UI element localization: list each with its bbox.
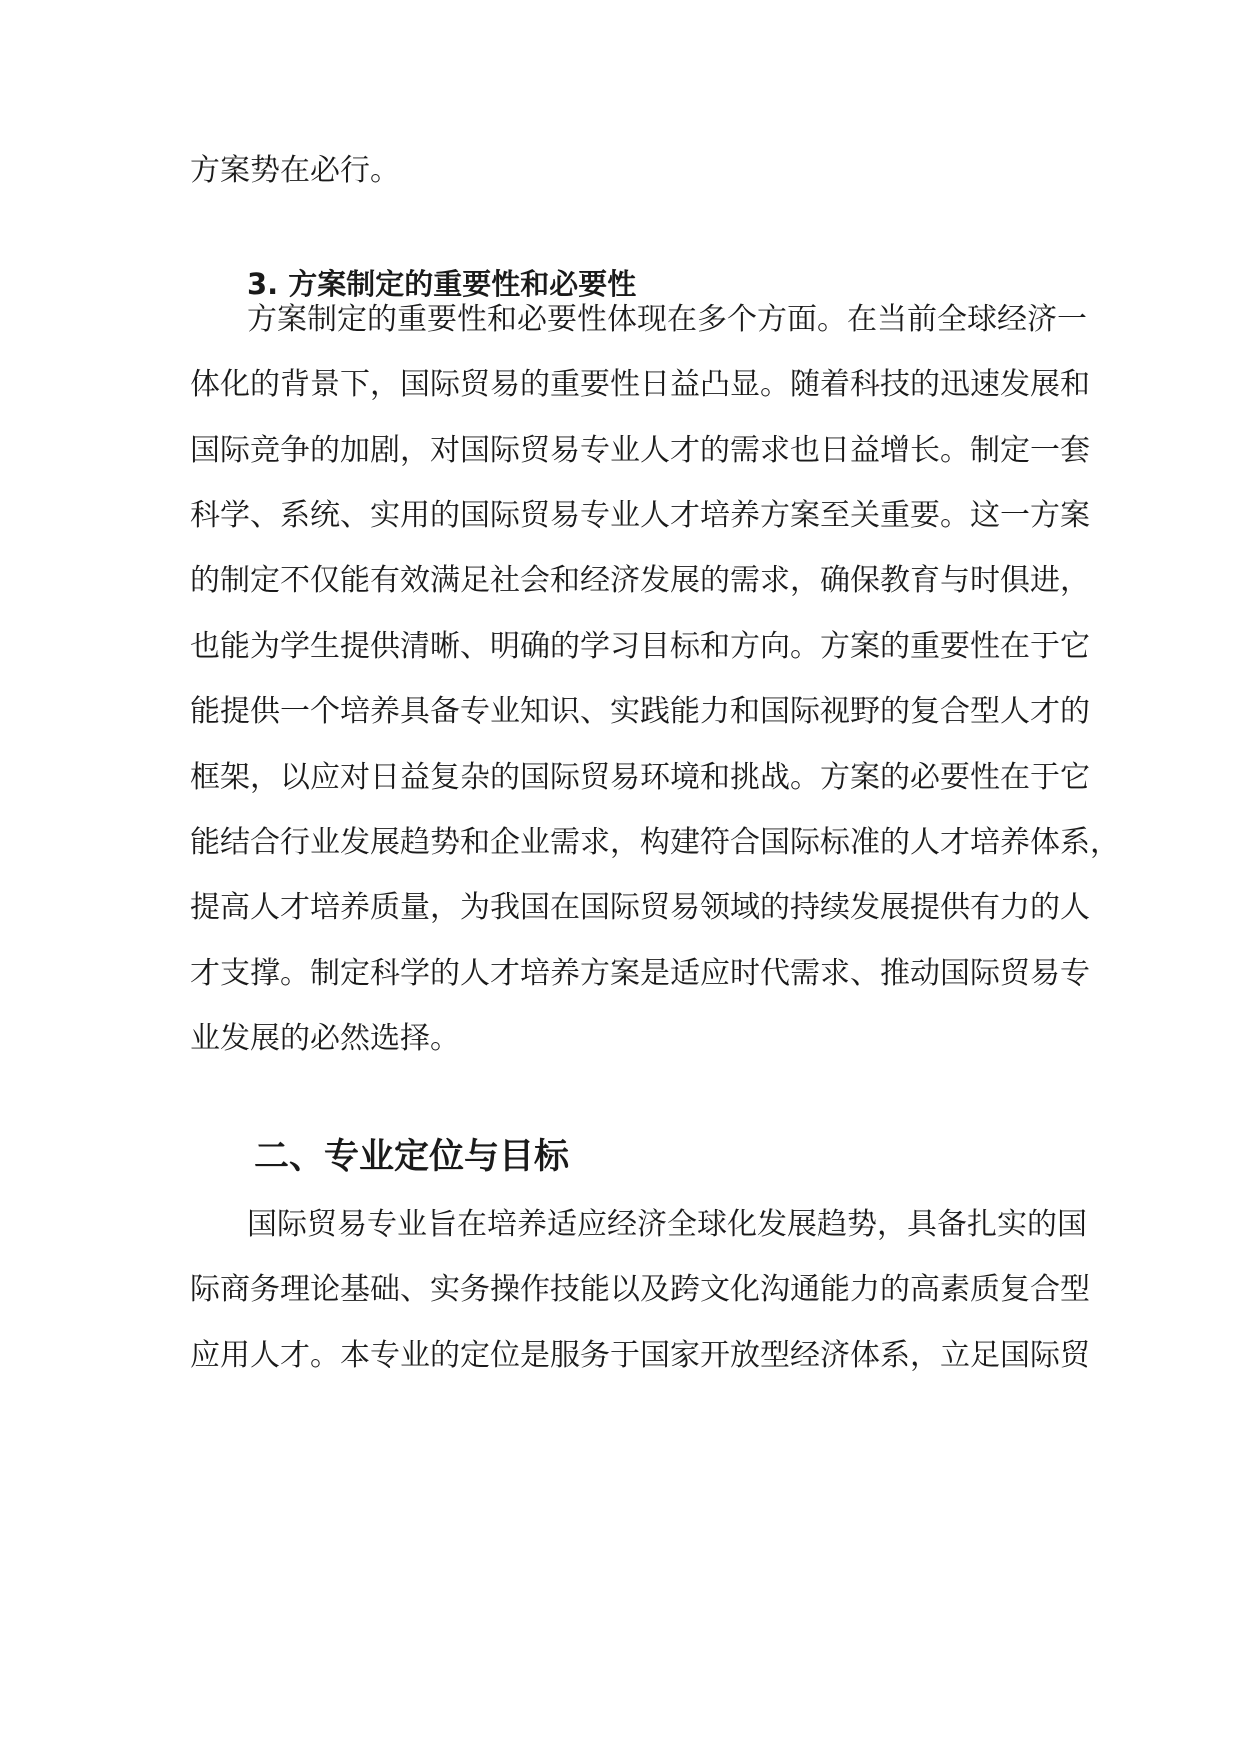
paragraph-line: 才支撑。制定科学的人才培养方案是适应时代需求、推动国际贸易专: [190, 956, 1090, 991]
paragraph-line: 科学、系统、实用的国际贸易专业人才培养方案至关重要。这一方案: [190, 498, 1090, 533]
section-heading-2: 二、专业定位与目标: [254, 1137, 570, 1177]
paragraph-line: 方案制定的重要性和必要性体现在多个方面。在当前全球经济一: [247, 302, 1087, 337]
paragraph-line: 方案势在必行。: [190, 153, 400, 188]
paragraph-line: 的制定不仅能有效满足社会和经济发展的需求，确保教育与时俱进，: [190, 563, 1090, 598]
paragraph-line: 业发展的必然选择。: [190, 1021, 460, 1056]
paragraph-line: 应用人才。本专业的定位是服务于国家开放型经济体系，立足国际贸: [190, 1338, 1090, 1373]
paragraph-line: 提高人才培养质量，为我国在国际贸易领域的持续发展提供有力的人: [190, 890, 1090, 925]
paragraph-line: 框架，以应对日益复杂的国际贸易环境和挑战。方案的必要性在于它: [190, 760, 1090, 795]
paragraph-line: 能结合行业发展趋势和企业需求，构建符合国际标准的人才培养体系，: [190, 825, 1120, 860]
paragraph-line: 也能为学生提供清晰、明确的学习目标和方向。方案的重要性在于它: [190, 629, 1090, 664]
paragraph-line: 能提供一个培养具备专业知识、实践能力和国际视野的复合型人才的: [190, 694, 1090, 729]
paragraph-line: 国际贸易专业旨在培养适应经济全球化发展趋势，具备扎实的国: [247, 1207, 1087, 1242]
section-heading-3: 3. 方案制定的重要性和必要性: [247, 267, 637, 301]
paragraph-line: 际商务理论基础、实务操作技能以及跨文化沟通能力的高素质复合型: [190, 1272, 1090, 1307]
paragraph-line: 国际竞争的加剧，对国际贸易专业人才的需求也日益增长。制定一套: [190, 433, 1090, 468]
paragraph-line: 体化的背景下，国际贸易的重要性日益凸显。随着科技的迅速发展和: [190, 367, 1090, 402]
